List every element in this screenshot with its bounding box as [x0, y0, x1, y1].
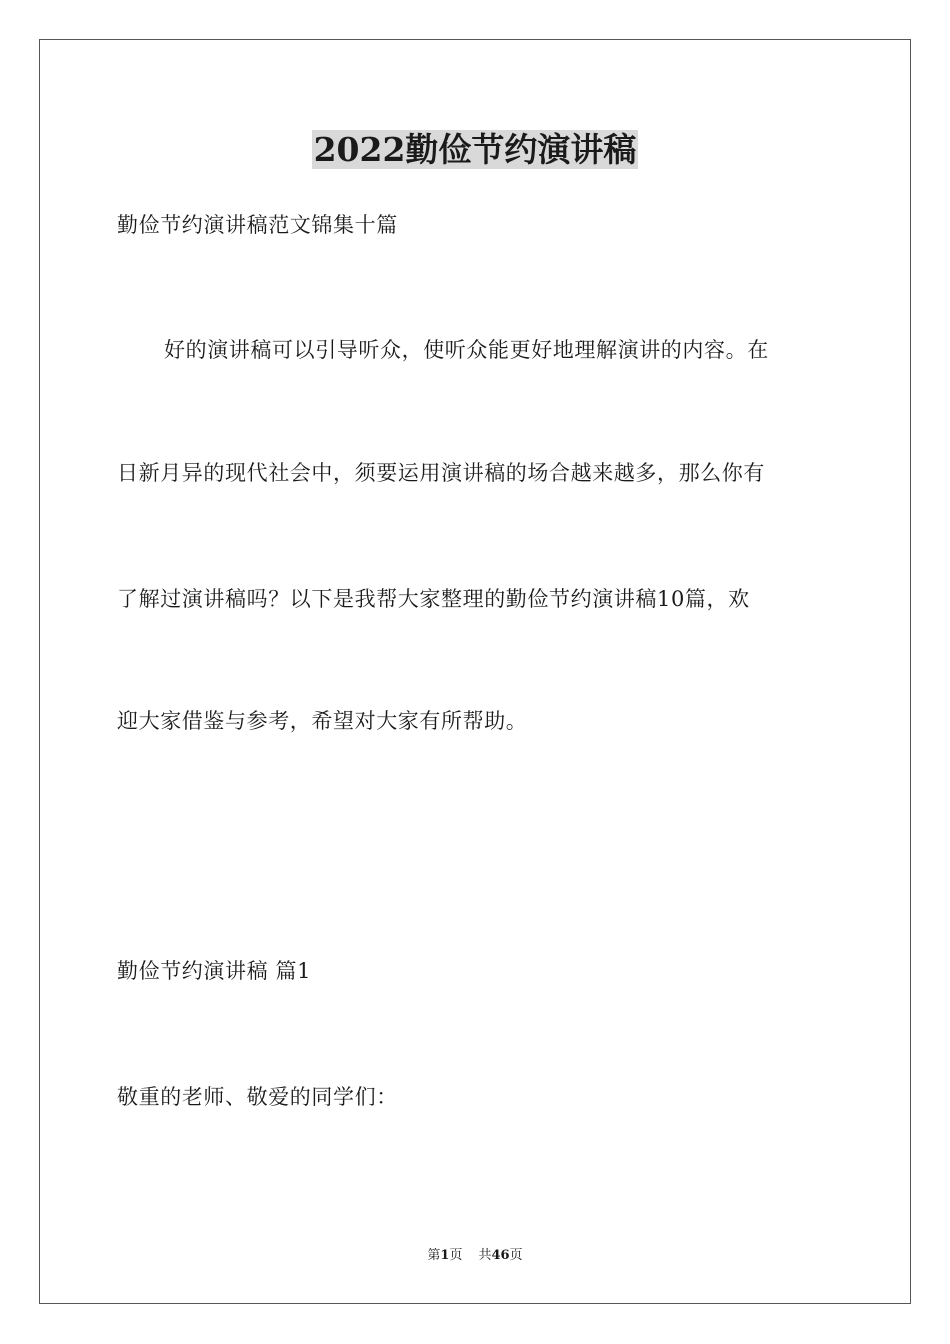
document-title-text: 2022勤俭节约演讲稿	[313, 130, 637, 169]
document-subtitle: 勤俭节约演讲稿范文锦集十篇	[117, 213, 398, 237]
salutation: 敬重的老师、敬爱的同学们：	[117, 1085, 398, 1109]
section-heading: 勤俭节约演讲稿 篇1	[117, 959, 312, 983]
total-pages: 46	[491, 1248, 510, 1263]
page-prefix: 第	[427, 1248, 441, 1263]
page-footer	[0, 1247, 950, 1265]
page-suffix: 页	[449, 1248, 463, 1263]
page-number: 1	[440, 1248, 450, 1263]
total-prefix: 共	[478, 1248, 492, 1263]
document-title	[0, 128, 950, 172]
paragraph-line: 迎大家借鉴与参考，希望对大家有所帮助。	[117, 709, 528, 733]
paragraph-line: 了解过演讲稿吗？以下是我帮大家整理的勤俭节约演讲稿10篇，欢	[117, 587, 750, 611]
paragraph-line: 日新月异的现代社会中，须要运用演讲稿的场合越来越多，那么你有	[117, 461, 765, 485]
paragraph-line: 好的演讲稿可以引导听众，使听众能更好地理解演讲的内容。在	[164, 338, 769, 362]
total-suffix: 页	[509, 1248, 523, 1263]
